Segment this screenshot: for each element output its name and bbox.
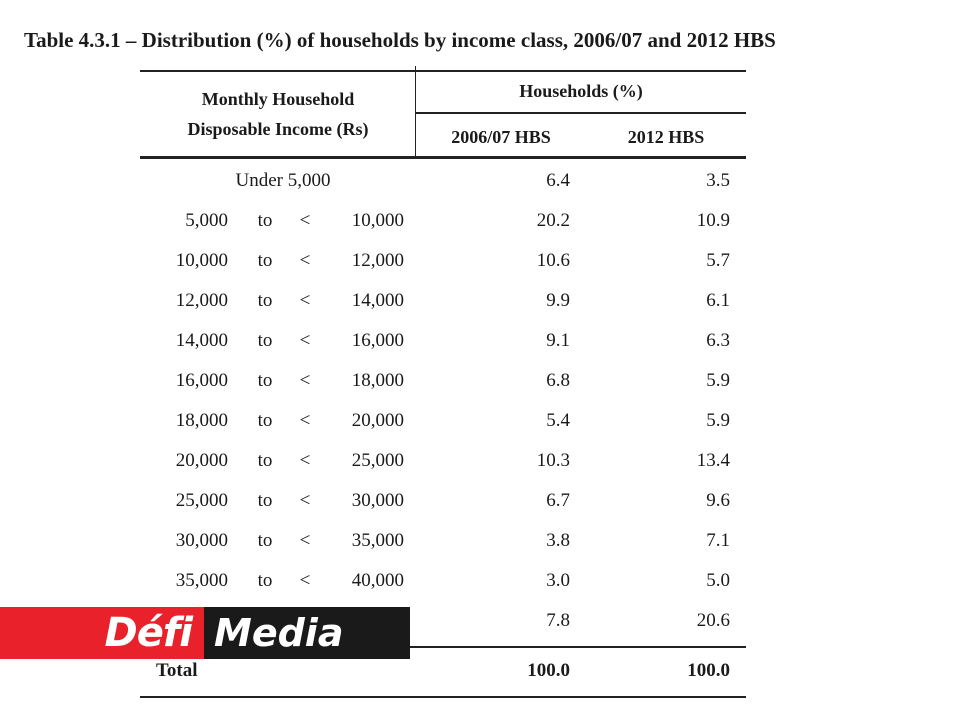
header-bottom-rule xyxy=(140,156,746,159)
income-to: to xyxy=(257,290,273,311)
bottom-rule xyxy=(140,696,746,698)
value-2006: 9.9 xyxy=(546,290,570,311)
income-label: Under 5,000 xyxy=(235,170,331,191)
income-to: to xyxy=(257,410,273,431)
income-lt: < xyxy=(299,330,311,351)
defi-media-logo xyxy=(0,607,410,659)
top-rule xyxy=(140,70,746,72)
income-lt: < xyxy=(299,490,311,511)
value-2012: 9.6 xyxy=(706,490,730,511)
income-lt: < xyxy=(299,250,311,271)
income-to: to xyxy=(257,330,273,351)
total-label: Total xyxy=(156,660,198,681)
value-2006: 3.8 xyxy=(546,530,570,551)
value-2006: 9.1 xyxy=(546,330,570,351)
col2-header: 2012 HBS xyxy=(627,127,705,147)
income-to: to xyxy=(257,450,273,471)
table-row xyxy=(140,562,746,602)
table-row xyxy=(140,282,746,322)
value-2012: 6.1 xyxy=(706,290,730,311)
income-lt: < xyxy=(299,450,311,471)
income-from: 10,000 xyxy=(175,250,228,271)
value-2006: 10.6 xyxy=(536,250,570,271)
income-upto: 30,000 xyxy=(351,490,404,511)
income-from: 16,000 xyxy=(175,370,228,391)
value-2006: 5.4 xyxy=(546,410,570,431)
total-2012: 100.0 xyxy=(687,660,730,681)
table-row xyxy=(140,442,746,482)
income-from: 18,000 xyxy=(175,410,228,431)
income-lt: < xyxy=(299,210,311,231)
income-upto: 40,000 xyxy=(351,570,404,591)
income-upto: 20,000 xyxy=(351,410,404,431)
value-2012: 13.4 xyxy=(696,450,730,471)
value-2006: 6.7 xyxy=(546,490,570,511)
income-upto: 18,000 xyxy=(351,370,404,391)
total-2006: 100.0 xyxy=(527,660,570,681)
value-2006: 7.8 xyxy=(546,610,570,631)
table-row xyxy=(140,362,746,402)
table-row xyxy=(140,242,746,282)
table-row xyxy=(140,162,746,202)
households-header: Households (%) xyxy=(519,81,643,101)
income-lt: < xyxy=(299,410,311,431)
table-row xyxy=(140,402,746,442)
col1-header: 2006/07 HBS xyxy=(451,127,551,147)
table-row xyxy=(140,322,746,362)
table-title: Table 4.3.1 – Distribution (%) of households by income class, 2006/07 and 2012 HBS xyxy=(24,28,776,52)
income-upto: 12,000 xyxy=(351,250,404,271)
income-upto: 35,000 xyxy=(351,530,404,551)
value-2006: 6.4 xyxy=(546,170,570,191)
households-underline xyxy=(416,112,746,114)
value-2006: 10.3 xyxy=(536,450,570,471)
income-from: 35,000 xyxy=(175,570,228,591)
income-from: 25,000 xyxy=(175,490,228,511)
value-2012: 7.1 xyxy=(706,530,730,551)
value-2012: 10.9 xyxy=(696,210,730,231)
income-lt: < xyxy=(299,530,311,551)
income-to: to xyxy=(257,530,273,551)
logo-defi: Défi xyxy=(0,607,204,659)
income-upto: 25,000 xyxy=(351,450,404,471)
value-2012: 5.7 xyxy=(706,250,730,271)
value-2006: 3.0 xyxy=(546,570,570,591)
value-2012: 5.9 xyxy=(706,410,730,431)
income-header xyxy=(140,84,416,144)
value-2006: 6.8 xyxy=(546,370,570,391)
income-lt: < xyxy=(299,570,311,591)
income-upto: 14,000 xyxy=(351,290,404,311)
value-2012: 20.6 xyxy=(696,610,730,631)
income-to: to xyxy=(257,570,273,591)
income-header-line2: Disposable Income (Rs) xyxy=(187,119,369,139)
income-lt: < xyxy=(299,370,311,391)
income-from: 30,000 xyxy=(175,530,228,551)
income-to: to xyxy=(257,370,273,391)
value-2012: 5.0 xyxy=(706,570,730,591)
table-row xyxy=(140,482,746,522)
income-lt: < xyxy=(299,290,311,311)
value-2012: 6.3 xyxy=(706,330,730,351)
table-row xyxy=(140,202,746,242)
income-to: to xyxy=(257,210,273,231)
table-row xyxy=(140,522,746,562)
income-upto: 10,000 xyxy=(351,210,404,231)
income-from: 12,000 xyxy=(175,290,228,311)
value-2012: 5.9 xyxy=(706,370,730,391)
value-2012: 3.5 xyxy=(706,170,730,191)
income-to: to xyxy=(257,250,273,271)
income-upto: 16,000 xyxy=(351,330,404,351)
income-header-line1: Monthly Household xyxy=(201,89,355,109)
income-from: 20,000 xyxy=(175,450,228,471)
income-from: 5,000 xyxy=(185,210,228,231)
income-to: to xyxy=(257,490,273,511)
logo-media: Media xyxy=(204,607,410,659)
value-2006: 20.2 xyxy=(536,210,570,231)
income-from: 14,000 xyxy=(175,330,228,351)
